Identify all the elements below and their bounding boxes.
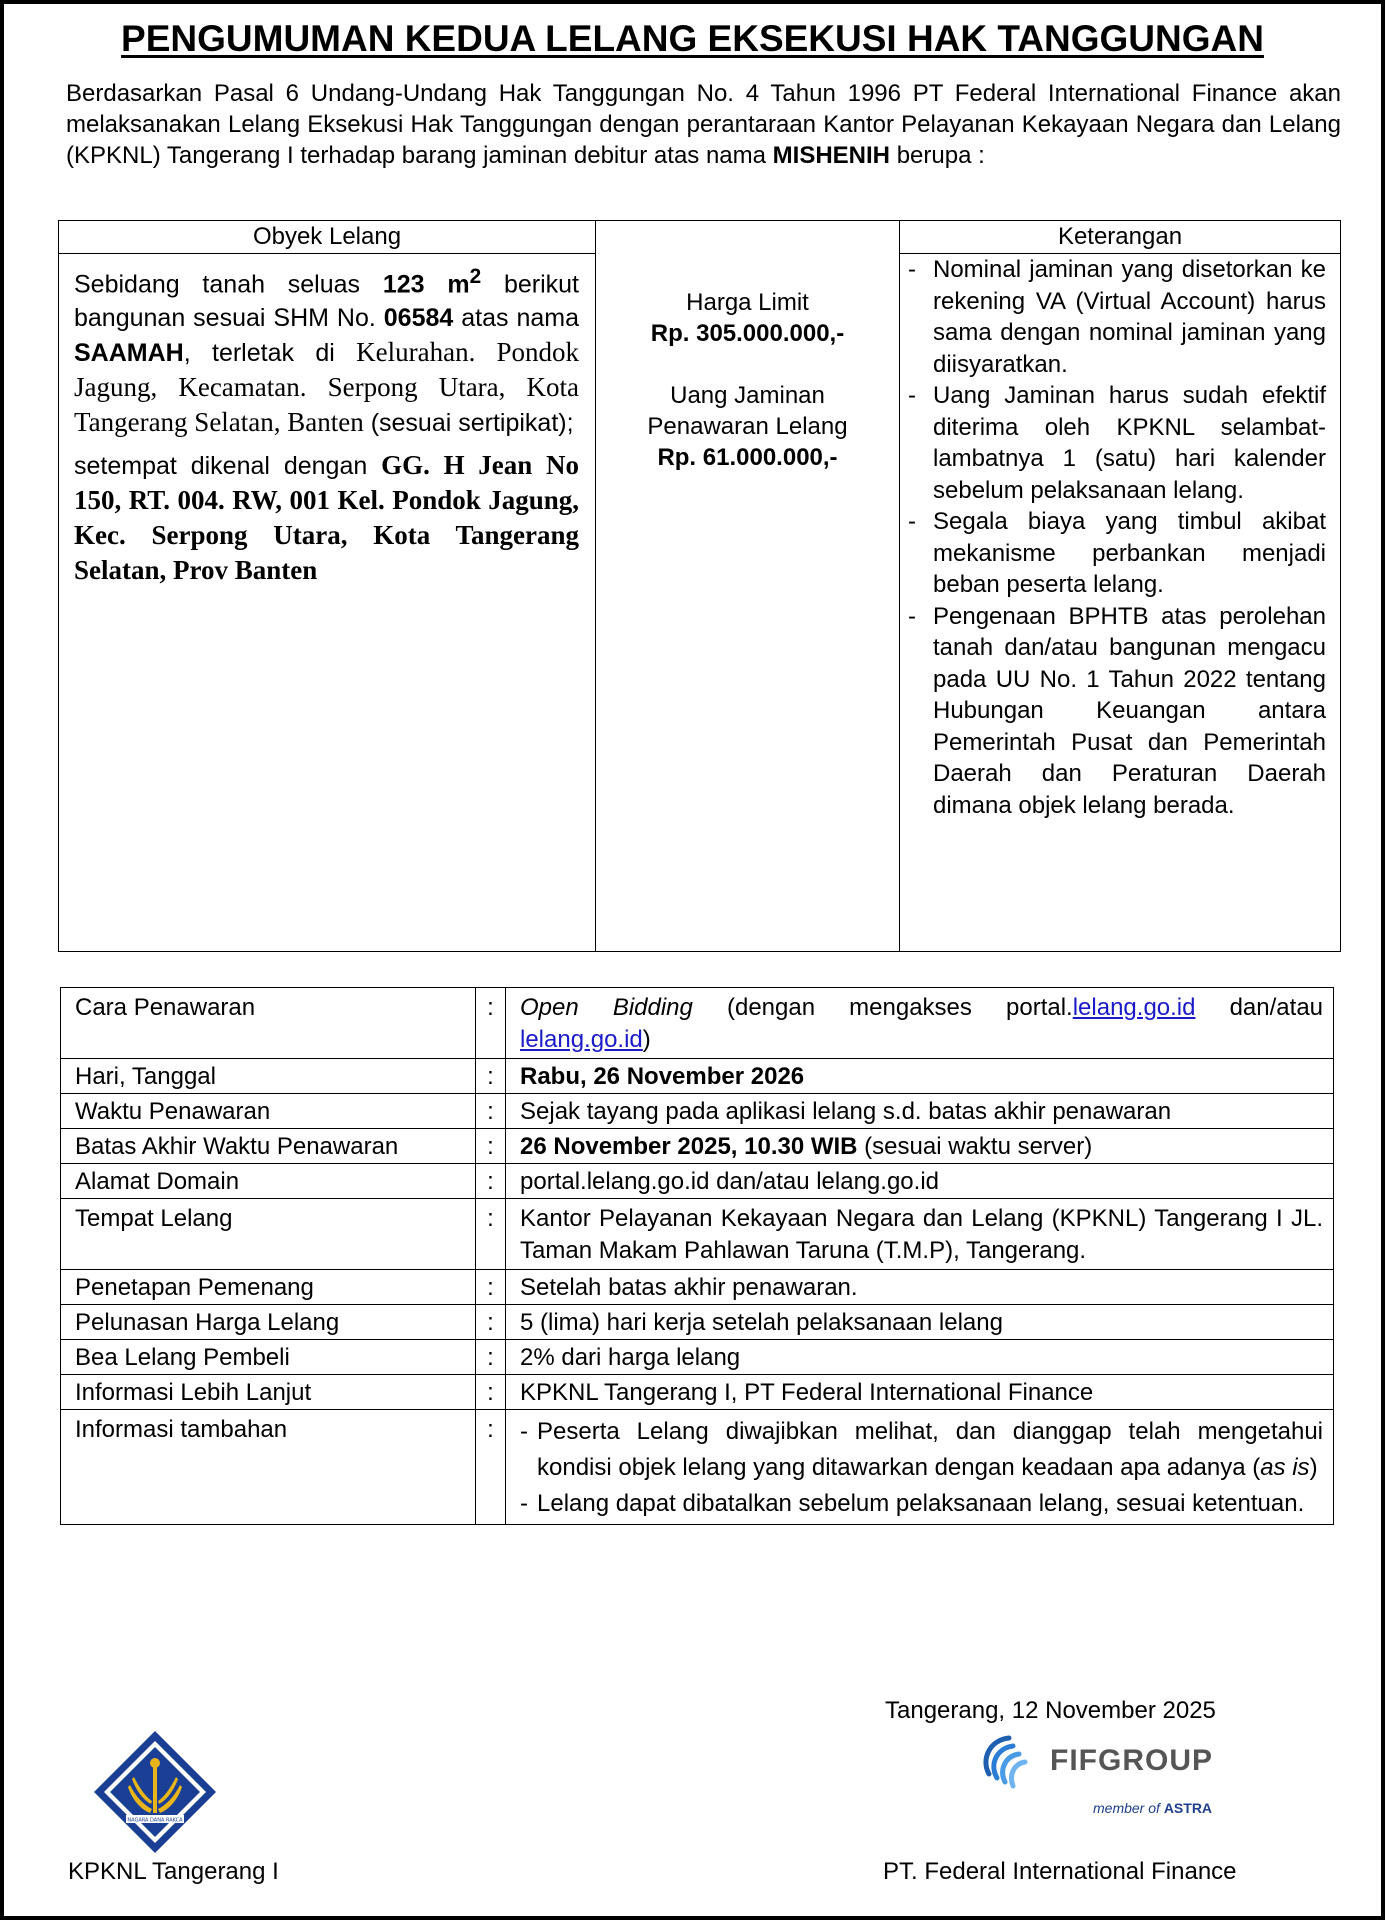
location-text: Kelurahan. Pondok Jagung, Kecamatan. Serpong Utara, Kota Tangerang Selatan, Banten	[74, 337, 579, 438]
text-seg: Sebidang tanah seluas	[74, 270, 361, 299]
row-colon: :	[476, 1094, 506, 1129]
row-label: Alamat Domain	[61, 1164, 476, 1199]
fifgroup-name: FIFGROUP	[1050, 1744, 1213, 1777]
text-seg: atas nama	[461, 304, 579, 333]
deadline: 26 November 2025, 10.30 WIB	[520, 1133, 858, 1160]
auction-date: Rabu, 26 November 2026	[520, 1063, 805, 1090]
table-row	[61, 1305, 1334, 1340]
row-value: 5 (lima) hari kerja setelah pelaksanaan lelang	[506, 1305, 1334, 1340]
row-value: Sejak tayang pada aplikasi lelang s.d. batas akhir penawaran	[506, 1094, 1334, 1129]
shm-number: 06584	[383, 304, 454, 333]
text-seg: berikut bangunan sesuai SHM No.	[74, 270, 580, 333]
row-colon: :	[476, 1199, 506, 1270]
text-seg: (sesuai waktu server)	[857, 1133, 1093, 1160]
table-row	[61, 1164, 1334, 1199]
table-row	[61, 1410, 1334, 1525]
text-seg: Peserta Lelang diwajibkan melihat, dan dianggap telah mengetahui kondisi objek lelang yang ditawarkan dengan keadaan apa adanya (	[537, 1418, 1323, 1481]
signatory-right: PT. Federal International Finance	[883, 1858, 1237, 1885]
deposit-value: Rp. 61.000.000,-	[657, 444, 838, 471]
object-column	[59, 221, 596, 951]
limit-label: Harga Limit	[686, 289, 809, 316]
place-date: Tangerang, 12 November 2025	[885, 1697, 1216, 1724]
object-description	[59, 254, 595, 588]
notes-list	[900, 254, 1340, 821]
row-label: Tempat Lelang	[61, 1199, 476, 1270]
row-colon: :	[476, 1129, 506, 1164]
intro-paragraph	[66, 78, 1341, 171]
row-value	[506, 1410, 1334, 1525]
deposit-label: Uang Jaminan	[670, 382, 825, 409]
row-colon: :	[476, 1270, 506, 1305]
text-seg: setempat dikenal dengan	[74, 452, 368, 481]
as-is-text: as is	[1260, 1454, 1310, 1481]
row-label: Batas Akhir Waktu Penawaran	[61, 1129, 476, 1164]
page-title: PENGUMUMAN KEDUA LELANG EKSEKUSI HAK TANGGUNGAN	[121, 18, 1264, 59]
row-value	[506, 988, 1334, 1059]
portal-link[interactable]: lelang.go.id	[1072, 994, 1196, 1021]
text-seg: dan/atau	[1195, 994, 1324, 1021]
object-address	[74, 448, 579, 588]
price-block	[596, 221, 899, 473]
intro-text: Berdasarkan Pasal 6 Undang-Undang Hak Tanggungan No. 4 Tahun 1996 PT Federal International Finance akan melaksanakan Lelang Eksekusi Hak Tanggungan dengan perantaraan Kantor Pelayanan Kekayaan Negara dan Lelang (KPKNL) Tangerang I terhadap barang jaminan debitur atas nama	[66, 80, 1341, 169]
row-colon: :	[476, 1340, 506, 1375]
row-value: Kantor Pelayanan Kekayaan Negara dan Lelang (KPKNL) Tangerang I JL. Taman Makam Pahlawan Taruna (T.M.P), Tangerang.	[506, 1199, 1334, 1270]
row-colon: :	[476, 1164, 506, 1199]
land-area: 123 m	[382, 270, 470, 299]
open-bidding-text: Open Bidding	[520, 994, 693, 1021]
price-column	[596, 221, 900, 951]
text-seg: )	[642, 1026, 651, 1053]
note-item: - Pengenaan BPHTB atas perolehan tanah dan/atau bangunan mengacu pada UU No. 1 Tahun 2022 tentang Hubungan Keuangan antara Pemerintah Pusat dan Pemerintah Daerah dan Peraturan Daerah dimana objek lelang berada.	[908, 601, 1326, 822]
notes-header: Keterangan	[900, 221, 1340, 254]
table-row	[61, 1375, 1334, 1410]
area-sup: 2	[469, 265, 482, 288]
text-seg: (dengan mengakses portal.	[692, 994, 1073, 1021]
table-row	[61, 1340, 1334, 1375]
row-label: Informasi tambahan	[61, 1410, 476, 1525]
row-value: portal.lelang.go.id dan/atau lelang.go.id	[506, 1164, 1334, 1199]
table-row	[61, 1270, 1334, 1305]
auction-details-table	[60, 987, 1334, 1525]
row-colon: :	[476, 1375, 506, 1410]
row-label: Informasi Lebih Lanjut	[61, 1375, 476, 1410]
row-value: KPKNL Tangerang I, PT Federal International Finance	[506, 1375, 1334, 1410]
kemenkeu-emblem-icon	[90, 1727, 220, 1857]
row-colon: :	[476, 1410, 506, 1525]
extra-info-list	[520, 1414, 1323, 1522]
row-label: Penetapan Pemenang	[61, 1270, 476, 1305]
astra-text: ASTRA	[1163, 1800, 1213, 1816]
row-colon: :	[476, 1059, 506, 1094]
table-row	[61, 1059, 1334, 1094]
lelang-link[interactable]: lelang.go.id	[520, 1026, 643, 1053]
deposit-label-2: Penawaran Lelang	[647, 413, 848, 440]
row-colon: :	[476, 988, 506, 1059]
limit-value: Rp. 305.000.000,-	[650, 320, 845, 347]
row-label: Bea Lelang Pembeli	[61, 1340, 476, 1375]
table-row	[61, 988, 1334, 1059]
row-label: Cara Penawaran	[61, 988, 476, 1059]
row-value	[506, 1129, 1334, 1164]
row-value: 2% dari harga lelang	[506, 1340, 1334, 1375]
text-seg: member of	[1093, 1800, 1160, 1816]
fifgroup-logo-icon	[975, 1730, 1235, 1830]
extra-info-item	[520, 1414, 1323, 1486]
text-seg: )	[1309, 1454, 1318, 1481]
table-row	[61, 1199, 1334, 1270]
row-label: Waktu Penawaran	[61, 1094, 476, 1129]
note-item: - Segala biaya yang timbul akibat mekanisme perbankan menjadi beban peserta lelang.	[908, 506, 1326, 601]
row-value	[506, 1059, 1334, 1094]
note-item: - Nominal jaminan yang disetorkan ke rekening VA (Virtual Account) harus sama dengan nominal jaminan yang diisyaratkan.	[908, 254, 1326, 380]
intro-suffix: berupa :	[896, 142, 985, 169]
extra-info-item: - Lelang dapat dibatalkan sebelum pelaksanaan lelang, sesuai ketentuan.	[520, 1486, 1323, 1522]
fifgroup-tagline	[1093, 1800, 1212, 1816]
table-row	[61, 1094, 1334, 1129]
row-value: Setelah batas akhir penawaran.	[506, 1270, 1334, 1305]
row-label: Hari, Tanggal	[61, 1059, 476, 1094]
signatory-left: KPKNL Tangerang I	[68, 1858, 279, 1885]
row-colon: :	[476, 1305, 506, 1340]
text-seg: (sesuai sertipikat);	[370, 409, 574, 438]
row-label: Pelunasan Harga Lelang	[61, 1305, 476, 1340]
notes-column	[900, 221, 1340, 951]
text-seg: , terletak di	[183, 339, 335, 368]
emblem-text: NAGARA DANA RAKCA	[127, 1817, 183, 1824]
object-header: Obyek Lelang	[59, 221, 595, 254]
object-land-text	[74, 260, 579, 440]
table-row	[61, 1129, 1334, 1164]
owner-name: SAAMAH	[74, 339, 184, 368]
note-item: - Uang Jaminan harus sudah efektif diterima oleh KPKNL selambat-lambatnya 1 (satu) hari kalender sebelum pelaksanaan lelang.	[908, 380, 1326, 506]
debtor-name: MISHENIH	[772, 142, 891, 169]
object-table	[58, 220, 1341, 952]
address-text: GG. H Jean No 150, RT. 004. RW, 001 Kel. Pondok Jagung, Kec. Serpong Utara, Kota Tangerang Selatan, Prov Banten	[74, 450, 579, 586]
